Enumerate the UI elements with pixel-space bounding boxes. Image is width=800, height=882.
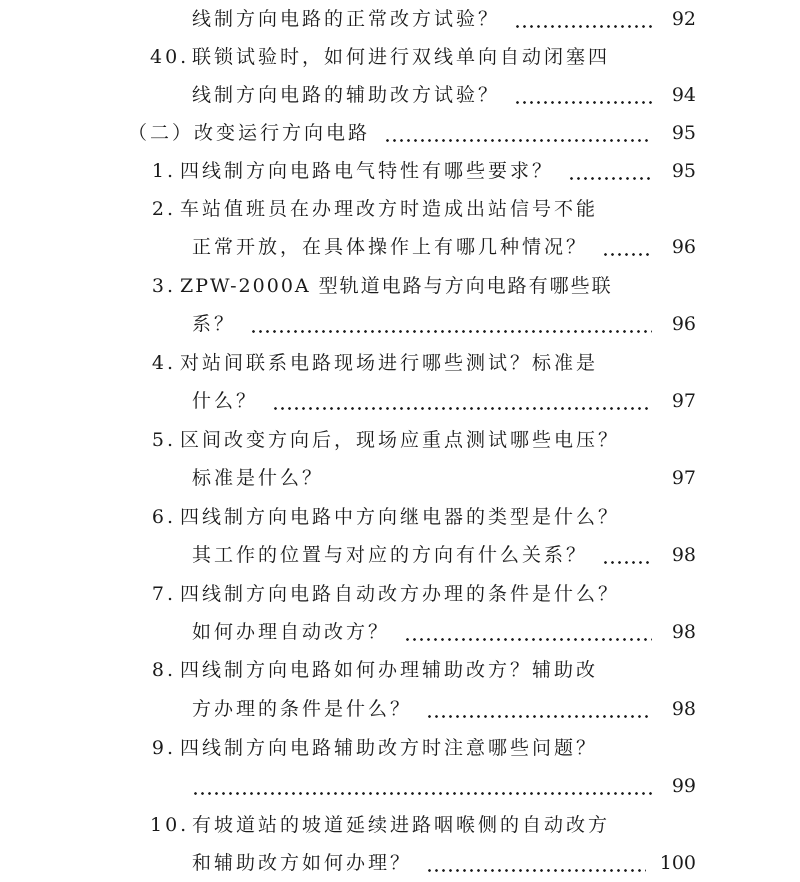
toc-entry-text: 四线制方向电路中方向继电器的类型是什么？ (180, 506, 621, 528)
dot-leader (426, 690, 652, 728)
entry-number: 2. (151, 198, 176, 220)
toc-entry-text: 四线制方向电路如何办理辅助改方？辅助改 (180, 659, 599, 681)
toc-entry-text: 其工作的位置与对应的方向有什么关系？ (192, 544, 589, 566)
page-number: 92 (671, 8, 696, 30)
page-number: 98 (671, 698, 696, 720)
page-number: 100 (659, 852, 696, 874)
dot-leader (384, 114, 652, 152)
dot-leader (602, 228, 652, 266)
toc-entry-text: 线制方向电路的正常改方试验？ (192, 8, 501, 30)
entry-number: 6. (151, 506, 176, 528)
page-number: 97 (671, 390, 696, 412)
page-number: 95 (671, 160, 696, 182)
page-number: 96 (671, 236, 696, 258)
toc-entry-text: 方办理的条件是什么？ (192, 698, 413, 720)
page-number: 99 (671, 775, 696, 797)
dot-leader (568, 152, 652, 190)
toc-entry-text: 和辅助改方如何办理？ (192, 852, 413, 874)
toc-entry-text: 如何办理自动改方？ (192, 621, 391, 643)
entry-number: 1. (151, 160, 176, 182)
toc-entry-text: 正常开放，在具体操作上有哪几种情况？ (192, 236, 589, 258)
toc-entry-text: 四线制方向电路电气特性有哪些要求？ (180, 160, 555, 182)
toc-entry-text: 什么？ (192, 390, 259, 412)
page-number: 96 (671, 313, 696, 335)
toc-entry-text: 线制方向电路的辅助改方试验？ (192, 84, 501, 106)
page-number: 98 (671, 621, 696, 643)
entry-number: 5. (151, 429, 176, 451)
dot-leader (192, 767, 652, 805)
dot-leader (272, 382, 652, 420)
dot-leader (426, 844, 646, 882)
entry-number: 9. (151, 737, 176, 759)
toc-entry-text: 标准是什么？ (192, 467, 325, 489)
dot-leader (514, 0, 652, 38)
toc-entry-text: 联锁试验时，如何进行双线单向自动闭塞四 (192, 46, 611, 68)
toc-entry-text: 四线制方向电路辅助改方时注意哪些问题？ (180, 737, 599, 759)
toc-entry-text: 四线制方向电路自动改方办理的条件是什么？ (180, 583, 621, 605)
entry-number: 40. (150, 46, 190, 68)
entry-number: 8. (151, 659, 176, 681)
dot-leader (514, 76, 652, 114)
toc-entry-text: 车站值班员在办理改方时造成出站信号不能 (180, 198, 599, 220)
entry-number: 4. (151, 352, 176, 374)
page-number: 98 (671, 544, 696, 566)
page-number: 97 (671, 467, 696, 489)
dot-leader (250, 305, 652, 343)
page-number: 94 (671, 84, 696, 106)
entry-number: 3. (151, 275, 176, 297)
page-number: 95 (671, 122, 696, 144)
entry-number: 7. (151, 583, 176, 605)
toc-entry-text: 区间改变方向后，现场应重点测试哪些电压？ (180, 429, 621, 451)
section-title: （二）改变运行方向电路 (128, 122, 371, 144)
entry-number: 10. (150, 814, 190, 836)
toc-entry-text: ZPW-2000A 型轨道电路与方向电路有哪些联 (180, 275, 613, 297)
dot-leader (602, 536, 652, 574)
toc-entry-text: 系？ (192, 313, 237, 335)
toc-entry-text: 对站间联系电路现场进行哪些测试？标准是 (180, 352, 599, 374)
dot-leader (404, 613, 652, 651)
toc-entry-text: 有坡道站的坡道延续进路咽喉侧的自动改方 (192, 814, 611, 836)
